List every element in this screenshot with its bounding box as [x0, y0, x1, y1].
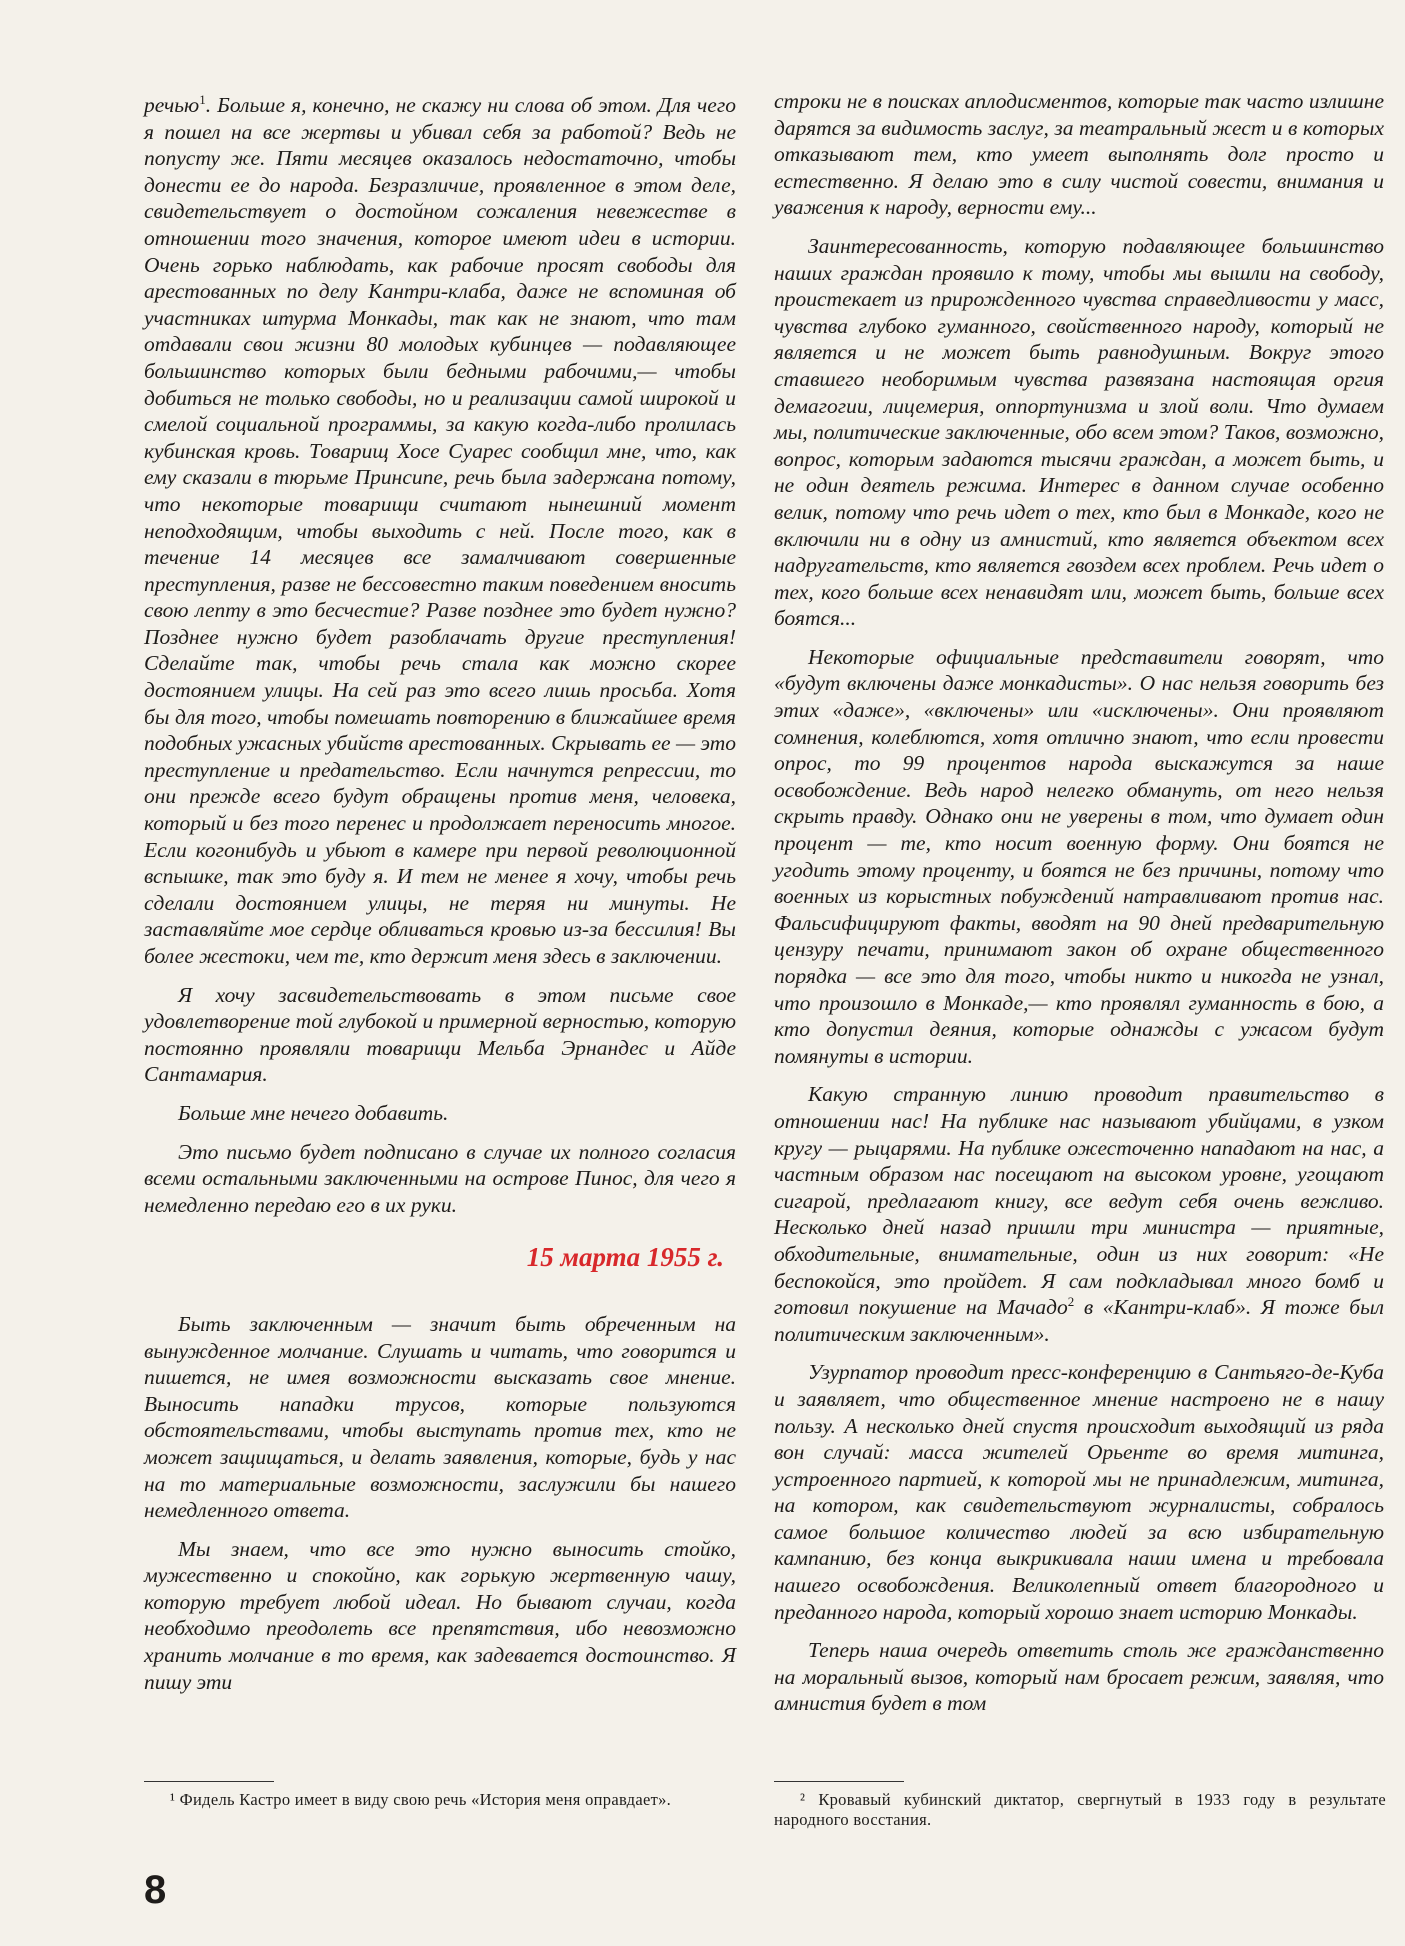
paragraph: Я хочу засвидетельствовать в этом письме свое удовлетворение той глубокой и примерной верностью, которую постоянно проявляли товарищи Мельба Эрнандес и Айде Сантамария.	[144, 982, 736, 1087]
paragraph-text: . Больше я, конечно, не скажу ни слова об этом. Для чего я пошел на все жертвы и убивал себя за работой? Ведь не попусту же. Пяти месяцев оказалось недостаточно, чтобы донести ее до народа. Безразличие, проявленное в этом деле, свидетельствует о достойном сожаления невежестве в отношении того значения, которое имеют идеи в истории. Очень горько наблюдать, как рабочие просят свободы для арестованных по делу Кантри-клаба, даже не вспоминая об участниках штурма Монкады, так как не знают, что там отдавали свои жизни 80 молодых кубинцев — подавляющее большинство которых были бедными рабочими,— чтобы добиться не только свободы, но и реализации самой широкой и смелой социальной программы, за какую когда-либо пролилась кубинская кровь. Товарищ Хосе Суарес сообщил мне, что, как ему сказали в тюрьме Принсипе, речь была задержана потому, что некоторые товарищи считают нынешний момент неподходящим, чтобы выходить с ней. После того, как в течение 14 месяцев все замалчивают совершенные преступления, разве не бессовестно таким поведением вносить свою лепту в это бесчестие? Разве позднее это будет нужно? Позднее нужно будет разоблачать другие преступления! Сделайте так, чтобы речь стала как можно скорее достоянием улицы. На сей раз это всего лишь просьба. Хотя бы для того, чтобы помешать повторению в ближайшее время подобных ужасных убийств арестованных. Скрывать ее — это преступление и предательство. Если начнутся репрессии, то они прежде всего будут обращены против меня, человека, который и без того перенес и продолжает переносить многое. Если когонибудь и убьют в камере при первой революционной вспышке, так это буду я. И тем не менее я хочу, чтобы речь сделали достоянием улицы, не теряя ни минуты. Не заставляйте мое сердце обливаться кровью из-за бессилия! Вы более жестоки, чем те, кто держит меня здесь в заключении.	[144, 93, 736, 968]
paragraph: строки не в поисках аплодисментов, которые так часто излишне дарятся за видимость заслуг, за театральный жест и в которых отказывают тем, кто умеет выполнять долг просто и естественно. Я делаю это в силу чистой совести, внимания и уважения к народу, верности ему...	[774, 89, 1384, 220]
left-column	[144, 92, 736, 1707]
paragraph-text: в «Кантри-клаб». Я тоже был политическим заключенным».	[774, 1295, 1385, 1346]
right-column	[774, 88, 1384, 1729]
page-number: 8	[144, 1868, 167, 1912]
paragraph: Некоторые официальные представители говорят, что «будут включены даже монкадисты». О нас нельзя говорить без этих «даже», «включены» или «исключены». Они проявляют сомнения, колеблются, хотя отлично знают, что если провести опрос, то 99 процентов народа выскажутся за наше освобождение. Ведь народ нелегко обмануть, от него нельзя скрыть правду. Однако они не уверены в том, что думает один процент — те, кто носит военную форму. Они боятся не угодить этому проценту, и боятся не без причины, потому что военных из корыстных побуждений натравливают против нас. Фальсифицируют факты, вводят на 90 дней предварительную цензуру печати, принимают закон об охране общественного порядка — все это для того, чтобы никто и никогда не узнал, что произошло в Монкаде,— кто проявлял гуманность в бою, а кто допустил деяния, которые однажды с ужасом будут помянуты в истории.	[774, 644, 1384, 1068]
paragraph: Быть заключенным — значит быть обреченным на вынужденное молчание. Слушать и читать, что говорится и пишется, не имея возможности высказать свое мнение. Выносить нападки трусов, которые пользуются обстоятельствами, чтобы выступать против тех, кто не может защищаться, и делать заявления, которые, будь у нас на то материальные возможности, заслужили бы нашего немедленного ответа.	[144, 1311, 736, 1523]
footnote-marker: 1	[199, 91, 206, 107]
paragraph	[774, 1081, 1384, 1347]
paragraph-text: речью	[144, 93, 200, 117]
paragraph: Заинтересованность, которую подавляющее большинство наших граждан проявило к тому, чтобы мы вышли на свободу, проистекает из прирожденного чувства справедливости у масс, чувства глубоко гуманного, свойственного народу, который не является и не может быть равнодушным. Вокруг этого ставшего необоримым чувства развязана настоящая оргия демагогии, лицемерия, оппортунизма и злой воли. Что думаем мы, политические заключенные, обо всем этом? Таков, возможно, вопрос, которым задаются тысячи граждан, а может быть, и не один деятель режима. Интерес в данном случае особенно велик, потому что речь идет о тех, кто был в Монкаде, кого не включили ни в одну из амнистий, кто является объектом всех надругательств, кто является гвоздем всех проблем. Речь идет о тех, кого больше всех ненавидят или, может быть, больше всех боятся...	[774, 233, 1384, 631]
paragraph-text: Какую странную линию проводит правительство в отношении нас! На публике нас называют убийцами, в узком кругу — рыцарями. На публике ожесточенно нападают на нас, а частным образом нас посещают на высоком уровне, угощают сигарой, предлагают книгу, все ведут себя очень вежливо. Несколько дней назад пришли три министра — приятные, обходительные, внимательные, один из них говорит: «Не беспокойся, это пройдет. Я сам подкладывал много бомб и готовил покушение на Мачадо	[774, 1082, 1384, 1320]
paragraph: Это письмо будет подписано в случае их полного согласия всеми остальными заключенными на острове Пинос, для чего я немедленно передаю его в их руки.	[144, 1139, 736, 1217]
paragraph: Больше мне нечего добавить.	[178, 1100, 449, 1125]
footnote-divider	[774, 1781, 904, 1782]
letter-date: 15 марта 1955 г.	[526, 1242, 724, 1273]
footnote-marker: 2	[1067, 1293, 1075, 1309]
footnote-1: ¹ Фидель Кастро имеет в виду свою речь «История меня оправдает».	[170, 1790, 672, 1809]
footnote-2: ² Кровавый кубинский диктатор, свергнутый в 1933 году в результате народного восстания.	[774, 1790, 1386, 1829]
paragraph: Узурпатор проводит пресс-конференцию в Сантьяго-де-Куба и заявляет, что общественное мнение настроено не в нашу пользу. А несколько дней спустя происходит выходящий из ряда вон случай: масса жителей Орьенте во время митинга, устроенного партией, к которой мы не принадлежим, митинга, на котором, как свидетельствуют журналисты, собралось самое большое количество людей за всю избирательную кампанию, без конца выкрикивала наши имена и требовала нашего освобождения. Великолепный ответ благородного и преданного народа, который хорошо знает историю Монкады.	[774, 1360, 1384, 1624]
footnote-divider	[144, 1781, 274, 1782]
paragraph	[144, 92, 736, 970]
paragraph: Мы знаем, что все это нужно выносить стойко, мужественно и спокойно, как горькую жертвенную чашу, которую требует любой идеал. Но бывают случаи, когда необходимо преодолеть все препятствия, ибо невозможно хранить молчание в то время, как задевается достоинство. Я пишу эти	[144, 1536, 736, 1694]
paragraph: Теперь наша очередь ответить столь же гражданственно на моральный вызов, который нам бросает режим, заявляя, что амнистия будет в том	[774, 1638, 1384, 1716]
